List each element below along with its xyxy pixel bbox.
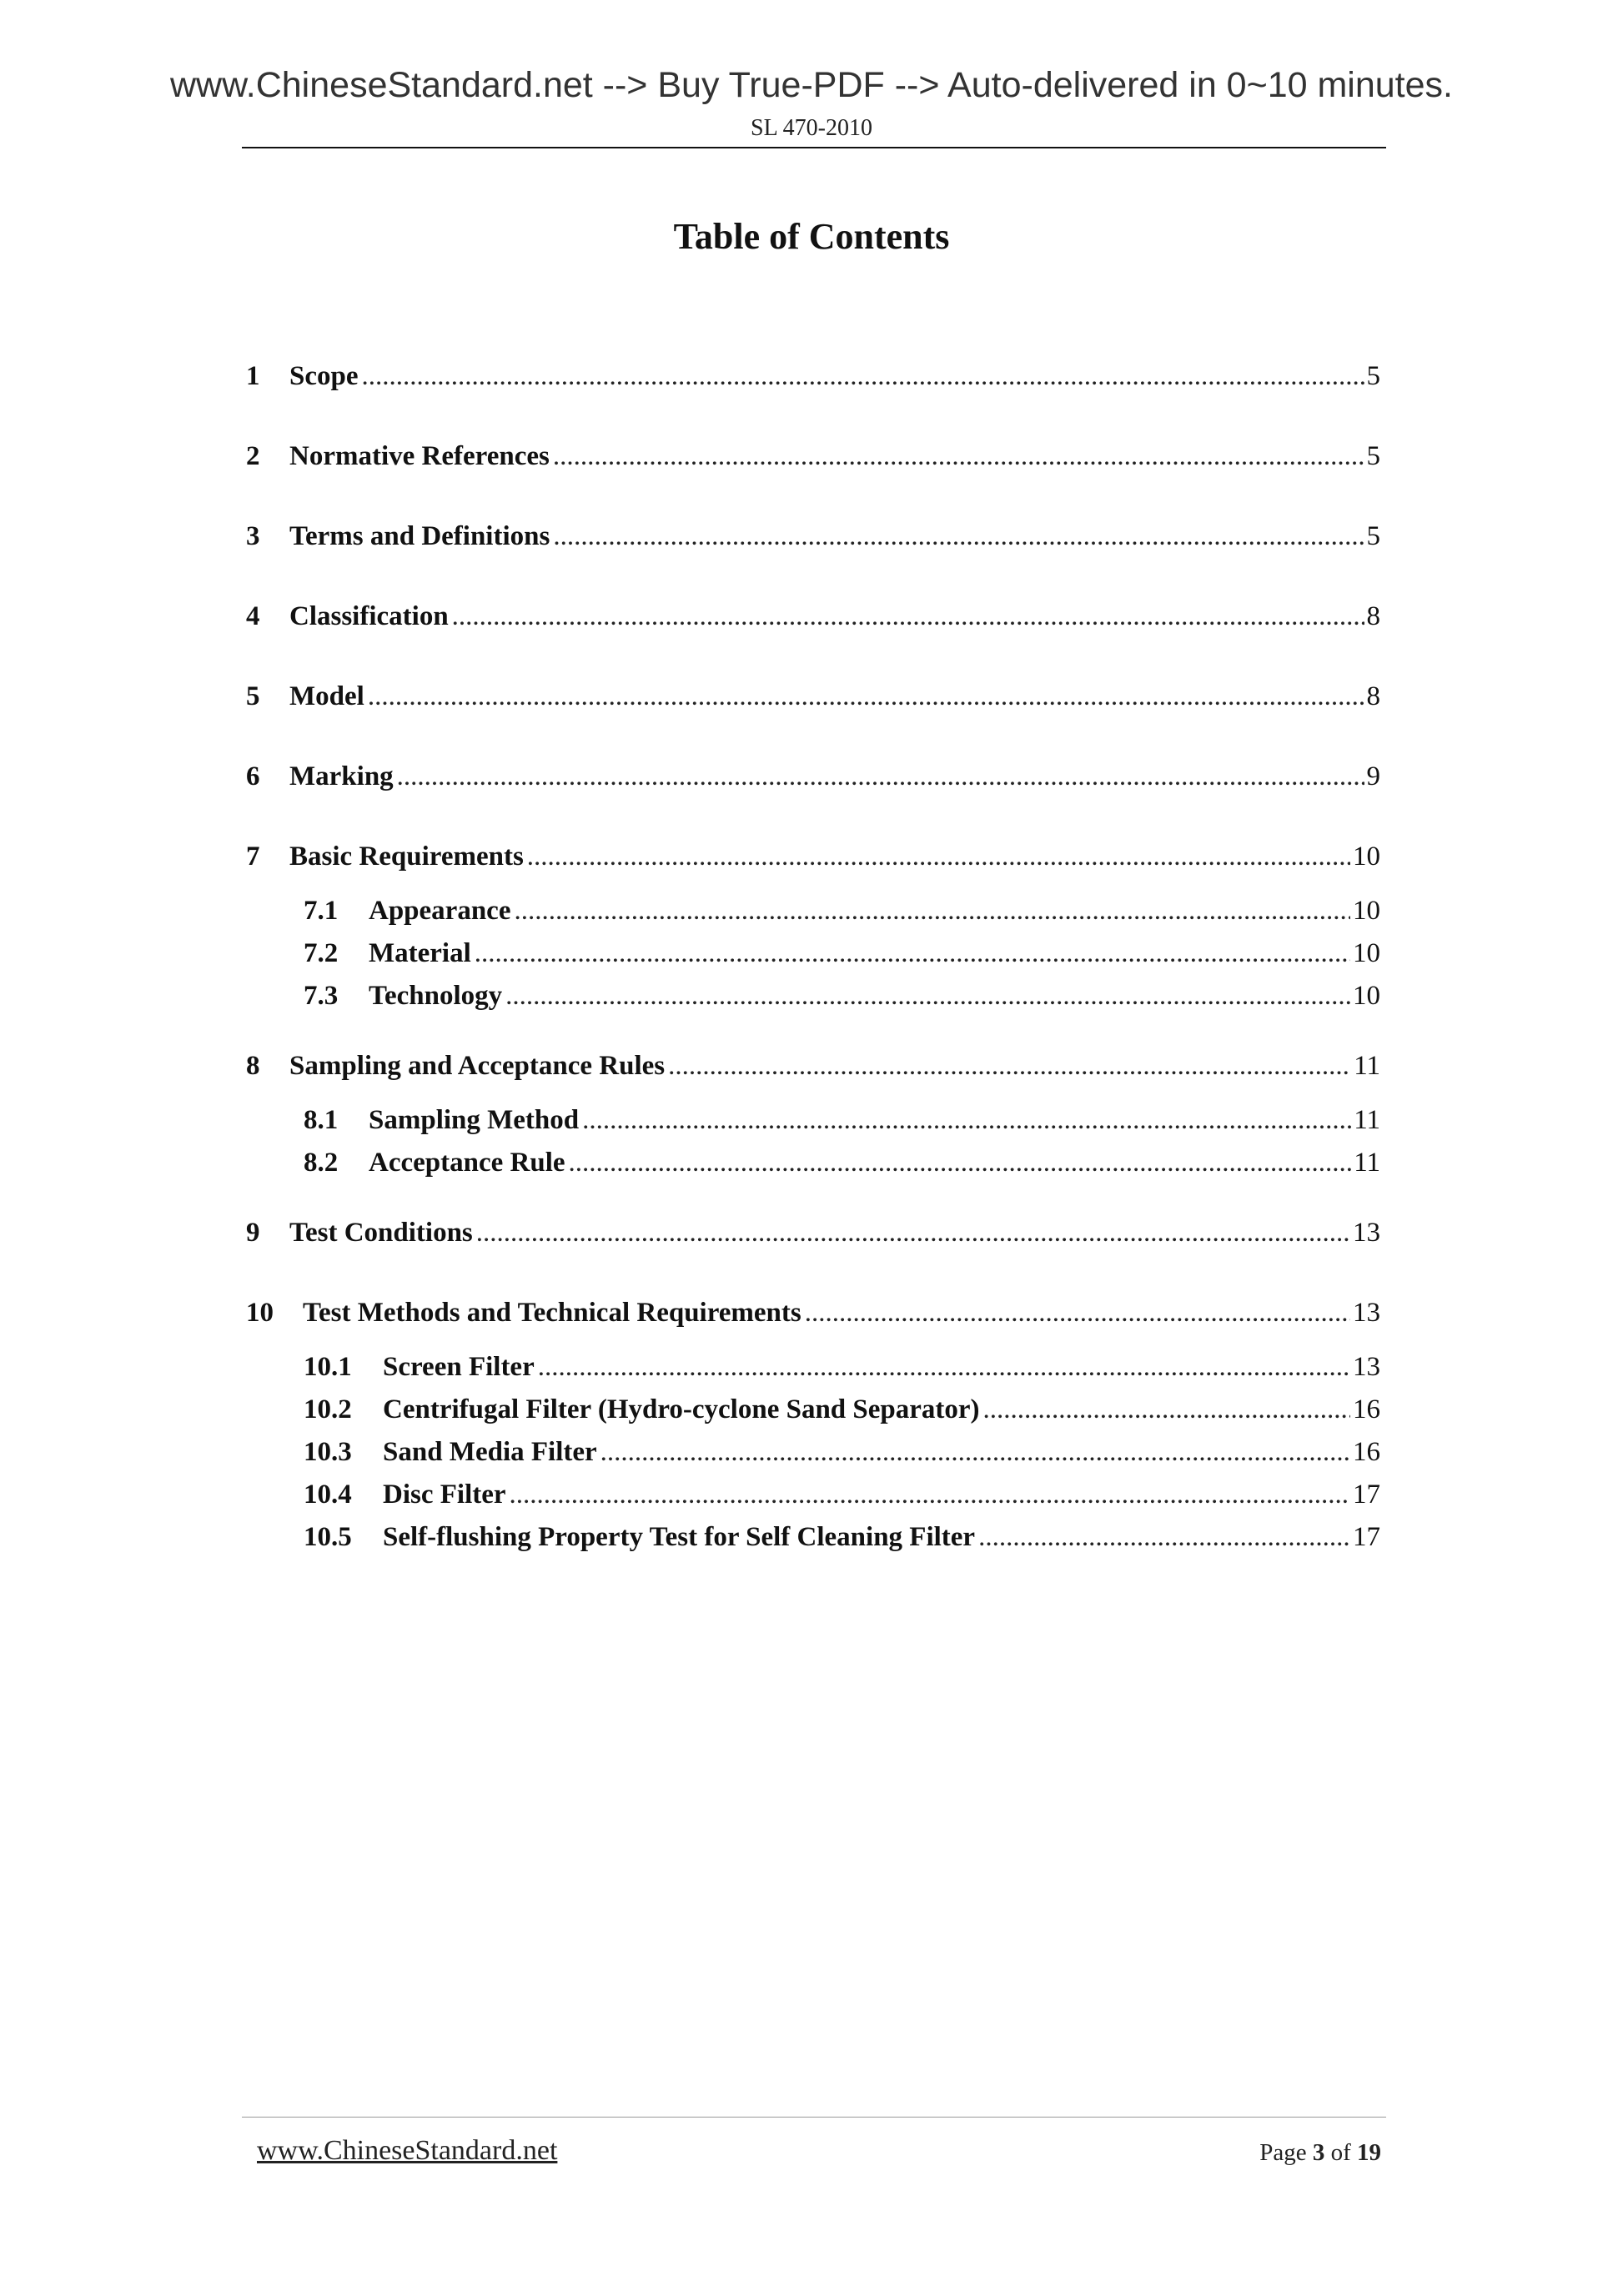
toc-entry-label: Classification [289, 601, 449, 631]
page-number [1259, 2139, 1381, 2167]
toc-entry-2[interactable] [246, 439, 1380, 474]
toc-entry-page: 13 [1353, 1218, 1380, 1248]
toc-entry-label: Basic Requirements [289, 842, 524, 872]
toc-entry-page: 16 [1353, 1394, 1380, 1424]
toc-entry-number: 1 [246, 361, 260, 391]
footer-website-link[interactable]: www.ChineseStandard.net [257, 2135, 558, 2166]
toc-entry-8[interactable] [246, 1048, 1380, 1083]
dot-leader [510, 1477, 1350, 1512]
dot-leader [983, 1392, 1350, 1427]
dot-leader [452, 599, 1364, 634]
toc-entry-page: 17 [1353, 1480, 1380, 1510]
page-of: of [1330, 2139, 1351, 2166]
toc-entry-number: 8.1 [304, 1105, 339, 1135]
toc-entry-4[interactable] [246, 599, 1380, 634]
toc-entry-number: 6 [246, 761, 260, 791]
dot-leader [514, 893, 1350, 928]
toc-entry-page: 10 [1353, 842, 1380, 872]
dot-leader [978, 1520, 1350, 1555]
toc-entry-7-3[interactable] [304, 978, 1380, 1013]
toc-entry-label: Disc Filter [383, 1480, 506, 1510]
dot-leader [805, 1295, 1350, 1330]
toc-entry-label: Screen Filter [383, 1352, 535, 1382]
toc-entry-number: 2 [246, 441, 260, 471]
toc-entry-page: 13 [1353, 1352, 1380, 1382]
toc-entry-page: 10 [1353, 938, 1380, 968]
dot-leader [582, 1103, 1351, 1138]
toc-entry-number: 10.5 [304, 1522, 352, 1552]
toc-entry-number: 8.2 [304, 1148, 339, 1178]
page-total: 19 [1357, 2139, 1381, 2166]
toc-entry-7[interactable] [246, 839, 1380, 874]
toc-entry-10[interactable] [246, 1295, 1380, 1330]
toc-entry-number: 10.2 [304, 1394, 352, 1424]
dot-leader [538, 1349, 1350, 1384]
toc-entry-page: 8 [1366, 681, 1380, 711]
toc-entry-label: Scope [289, 361, 359, 391]
toc-entry-number: 7.1 [304, 896, 339, 926]
toc-entry-label: Test Conditions [289, 1218, 473, 1248]
toc-entry-page: 11 [1354, 1051, 1380, 1081]
dot-leader [569, 1145, 1352, 1180]
toc-entry-page: 11 [1354, 1148, 1380, 1178]
toc-entry-label: Normative References [289, 441, 550, 471]
toc-entry-label: Model [289, 681, 364, 711]
toc-entry-page: 8 [1366, 601, 1380, 631]
toc-entry-label: Test Methods and Technical Requirements [303, 1298, 801, 1328]
dot-leader [527, 839, 1350, 874]
toc-entry-label: Self-flushing Property Test for Self Cleaning Filter [383, 1522, 976, 1552]
toc-entry-page: 13 [1353, 1298, 1380, 1328]
toc-entry-10-1[interactable] [304, 1349, 1380, 1384]
toc-entry-10-4[interactable] [304, 1477, 1380, 1512]
toc-entry-page: 9 [1366, 761, 1380, 791]
toc-entry-7-2[interactable] [304, 936, 1380, 971]
footer-divider [242, 2117, 1386, 2118]
toc-entry-number: 10.4 [304, 1480, 352, 1510]
toc-entry-number: 10.1 [304, 1352, 352, 1382]
toc-entry-label: Technology [369, 981, 503, 1011]
document-id: SL 470-2010 [751, 115, 872, 141]
toc-entry-page: 16 [1353, 1437, 1380, 1467]
dot-leader [600, 1434, 1350, 1470]
toc-entry-6[interactable] [246, 759, 1380, 794]
page-title: Table of Contents [673, 216, 950, 257]
toc-entry-3[interactable] [246, 519, 1380, 554]
toc-entry-10-2[interactable] [304, 1392, 1380, 1427]
toc-entry-number: 9 [246, 1218, 260, 1248]
source-banner: www.ChineseStandard.net --> Buy True-PDF --> Auto-delivered in 0~10 minutes. [169, 65, 1453, 105]
toc-entry-page: 5 [1366, 441, 1380, 471]
toc-entry-number: 10 [246, 1298, 274, 1328]
dot-leader [475, 936, 1350, 971]
toc-entry-10-5[interactable] [304, 1520, 1380, 1555]
toc-entry-number: 10.3 [304, 1437, 352, 1467]
toc-entry-number: 3 [246, 521, 260, 551]
toc-entry-label: Sampling Method [369, 1105, 580, 1135]
toc-entry-number: 7.2 [304, 938, 339, 968]
toc-entry-label: Acceptance Rule [369, 1148, 565, 1178]
toc-entry-label: Terms and Definitions [289, 521, 550, 551]
toc-entry-number: 5 [246, 681, 260, 711]
header-divider [242, 147, 1386, 148]
toc-entry-page: 10 [1353, 896, 1380, 926]
toc-entry-number: 7 [246, 842, 260, 872]
toc-entry-9[interactable] [246, 1215, 1380, 1250]
toc-entry-page: 5 [1366, 521, 1380, 551]
toc-entry-page: 10 [1353, 981, 1380, 1011]
toc-entry-label: Sampling and Acceptance Rules [289, 1051, 666, 1081]
toc-entry-label: Appearance [369, 896, 511, 926]
page-word: Page [1259, 2139, 1307, 2166]
dot-leader [505, 978, 1350, 1013]
dot-leader [397, 759, 1364, 794]
toc-entry-7-1[interactable] [304, 893, 1380, 928]
toc-entry-page: 5 [1366, 361, 1380, 391]
dot-leader [476, 1215, 1350, 1250]
toc-entry-5[interactable] [246, 679, 1380, 714]
toc-entry-number: 8 [246, 1051, 260, 1081]
dot-leader [553, 519, 1364, 554]
toc-entry-10-3[interactable] [304, 1434, 1380, 1470]
toc-entry-label: Marking [289, 761, 394, 791]
dot-leader [553, 439, 1364, 474]
toc-entry-label: Centrifugal Filter (Hydro-cyclone Sand Separator) [383, 1394, 980, 1424]
dot-leader [362, 359, 1364, 394]
toc-entry-label: Material [369, 938, 471, 968]
toc-entry-8-2[interactable] [304, 1145, 1380, 1180]
dot-leader [368, 679, 1364, 714]
toc-entry-number: 4 [246, 601, 260, 631]
toc-entry-page: 17 [1353, 1522, 1380, 1552]
toc-entry-number: 7.3 [304, 981, 339, 1011]
page-current: 3 [1312, 2139, 1325, 2166]
toc-entry-8-1[interactable] [304, 1103, 1380, 1138]
dot-leader [668, 1048, 1351, 1083]
toc-entry-1[interactable] [246, 359, 1380, 394]
toc-entry-label: Sand Media Filter [383, 1437, 597, 1467]
toc-entry-page: 11 [1354, 1105, 1380, 1135]
